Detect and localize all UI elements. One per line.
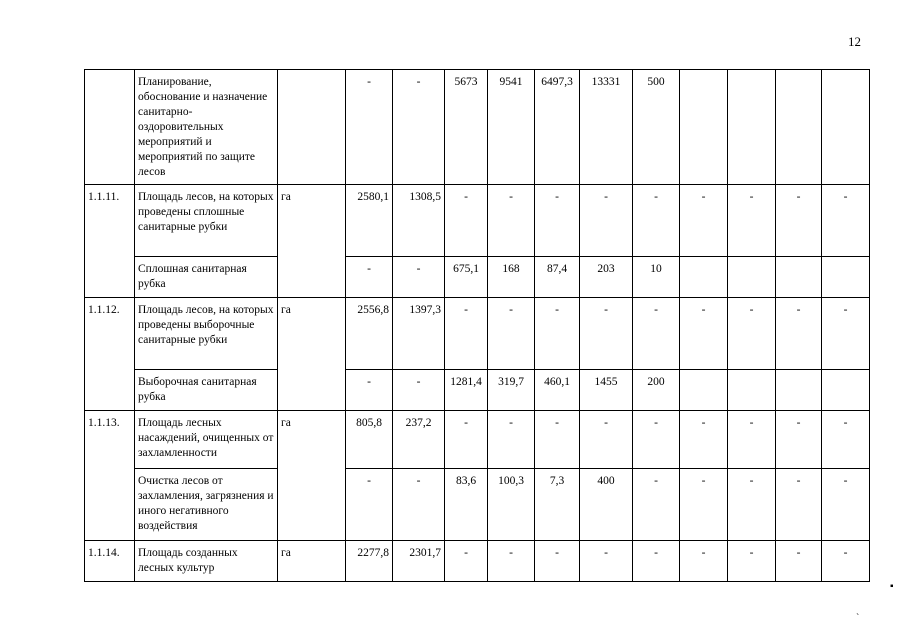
year-value: -: [728, 541, 776, 582]
year-value: 500: [633, 70, 680, 185]
year-value: 87,4: [535, 257, 580, 298]
base-value-1: -: [346, 370, 393, 411]
year-value: -: [822, 541, 870, 582]
row-description: Очистка лесов от захламления, загрязнения и иного негативного воздействия: [135, 469, 278, 541]
row-code: [85, 70, 135, 185]
year-value: 7,3: [535, 469, 580, 541]
base-value-1: -: [346, 469, 393, 541]
year-value: -: [580, 298, 633, 370]
year-value: -: [680, 298, 728, 370]
year-value: -: [680, 185, 728, 257]
base-value-2: -: [393, 370, 445, 411]
row-unit: [278, 70, 346, 185]
year-value: 100,3: [488, 469, 535, 541]
year-value: 9541: [488, 70, 535, 185]
base-value-2: -: [393, 469, 445, 541]
year-value: 5673: [445, 70, 488, 185]
row-unit: га: [278, 541, 346, 582]
base-value-2: 2301,7: [393, 541, 445, 582]
year-value: -: [580, 185, 633, 257]
row-unit: га: [278, 411, 346, 541]
row-code: 1.1.11.: [85, 185, 135, 298]
scan-speck: `: [856, 613, 860, 624]
year-value: 10: [633, 257, 680, 298]
scan-speck: ▪: [890, 581, 894, 592]
year-value: -: [445, 541, 488, 582]
year-value: [822, 257, 870, 298]
year-value: -: [488, 541, 535, 582]
year-value: -: [633, 411, 680, 469]
base-value-2: -: [393, 70, 445, 185]
table-row: [85, 541, 870, 582]
table-row: [85, 469, 870, 541]
year-value: -: [488, 185, 535, 257]
year-value: -: [728, 298, 776, 370]
year-value: -: [580, 411, 633, 469]
year-value: [680, 70, 728, 185]
base-value-1: 2277,8: [346, 541, 393, 582]
row-description: Площадь лесов, на которых проведены сплошные санитарные рубки: [135, 185, 278, 257]
year-value: 83,6: [445, 469, 488, 541]
base-value-2: -: [393, 257, 445, 298]
year-value: -: [680, 541, 728, 582]
row-description: Площадь лесов, на которых проведены выборочные санитарные рубки: [135, 298, 278, 370]
table-row: [85, 70, 870, 185]
year-value: -: [822, 469, 870, 541]
base-value-2: 1397,3: [393, 298, 445, 370]
row-unit: га: [278, 185, 346, 298]
year-value: -: [445, 298, 488, 370]
year-value: -: [822, 411, 870, 469]
year-value: -: [535, 411, 580, 469]
base-value-2: 237,2: [393, 411, 445, 469]
year-value: 1281,4: [445, 370, 488, 411]
row-unit: га: [278, 298, 346, 411]
row-code: 1.1.13.: [85, 411, 135, 541]
base-value-1: -: [346, 257, 393, 298]
table-row: [85, 185, 870, 257]
year-value: 203: [580, 257, 633, 298]
year-value: [822, 70, 870, 185]
base-value-1: 2580,1: [346, 185, 393, 257]
year-value: -: [580, 541, 633, 582]
year-value: [776, 70, 822, 185]
page-number: 12: [848, 34, 861, 49]
year-value: 13331: [580, 70, 633, 185]
year-value: -: [728, 185, 776, 257]
year-value: 168: [488, 257, 535, 298]
year-value: -: [822, 298, 870, 370]
year-value: [728, 70, 776, 185]
year-value: [680, 370, 728, 411]
year-value: 6497,3: [535, 70, 580, 185]
year-value: -: [445, 185, 488, 257]
table-row: [85, 370, 870, 411]
year-value: -: [776, 469, 822, 541]
year-value: -: [776, 298, 822, 370]
year-value: -: [822, 185, 870, 257]
row-description: Сплошная санитарная рубка: [135, 257, 278, 298]
year-value: -: [680, 411, 728, 469]
year-value: -: [633, 541, 680, 582]
year-value: -: [445, 411, 488, 469]
base-value-1: -: [346, 70, 393, 185]
row-code: 1.1.12.: [85, 298, 135, 411]
year-value: -: [728, 411, 776, 469]
base-value-1: 805,8: [346, 411, 393, 469]
year-value: 400: [580, 469, 633, 541]
base-value-1: 2556,8: [346, 298, 393, 370]
base-value-2: 1308,5: [393, 185, 445, 257]
year-value: -: [488, 411, 535, 469]
year-value: 1455: [580, 370, 633, 411]
row-description: Площадь созданных лесных культур: [135, 541, 278, 582]
row-description: Площадь лесных насаждений, очищенных от захламленности: [135, 411, 278, 469]
year-value: [728, 370, 776, 411]
year-value: 675,1: [445, 257, 488, 298]
year-value: -: [728, 469, 776, 541]
row-description: Выборочная санитарная рубка: [135, 370, 278, 411]
year-value: -: [535, 298, 580, 370]
row-description: Планирование, обоснование и назначение санитарно-оздоровительных мероприятий и мероприятий по защите лесов: [135, 70, 278, 185]
year-value: [776, 370, 822, 411]
year-value: [822, 370, 870, 411]
year-value: -: [776, 185, 822, 257]
year-value: [680, 257, 728, 298]
year-value: -: [633, 185, 680, 257]
year-value: -: [776, 411, 822, 469]
table-row: [85, 411, 870, 469]
year-value: -: [776, 541, 822, 582]
year-value: 319,7: [488, 370, 535, 411]
row-code: 1.1.14.: [85, 541, 135, 582]
year-value: 200: [633, 370, 680, 411]
year-value: [728, 257, 776, 298]
forest-measures-table: [84, 69, 870, 582]
year-value: -: [680, 469, 728, 541]
year-value: -: [633, 469, 680, 541]
year-value: 460,1: [535, 370, 580, 411]
year-value: [776, 257, 822, 298]
year-value: -: [488, 298, 535, 370]
year-value: -: [535, 541, 580, 582]
year-value: -: [633, 298, 680, 370]
year-value: -: [535, 185, 580, 257]
table-row: [85, 298, 870, 370]
table-row: [85, 257, 870, 298]
